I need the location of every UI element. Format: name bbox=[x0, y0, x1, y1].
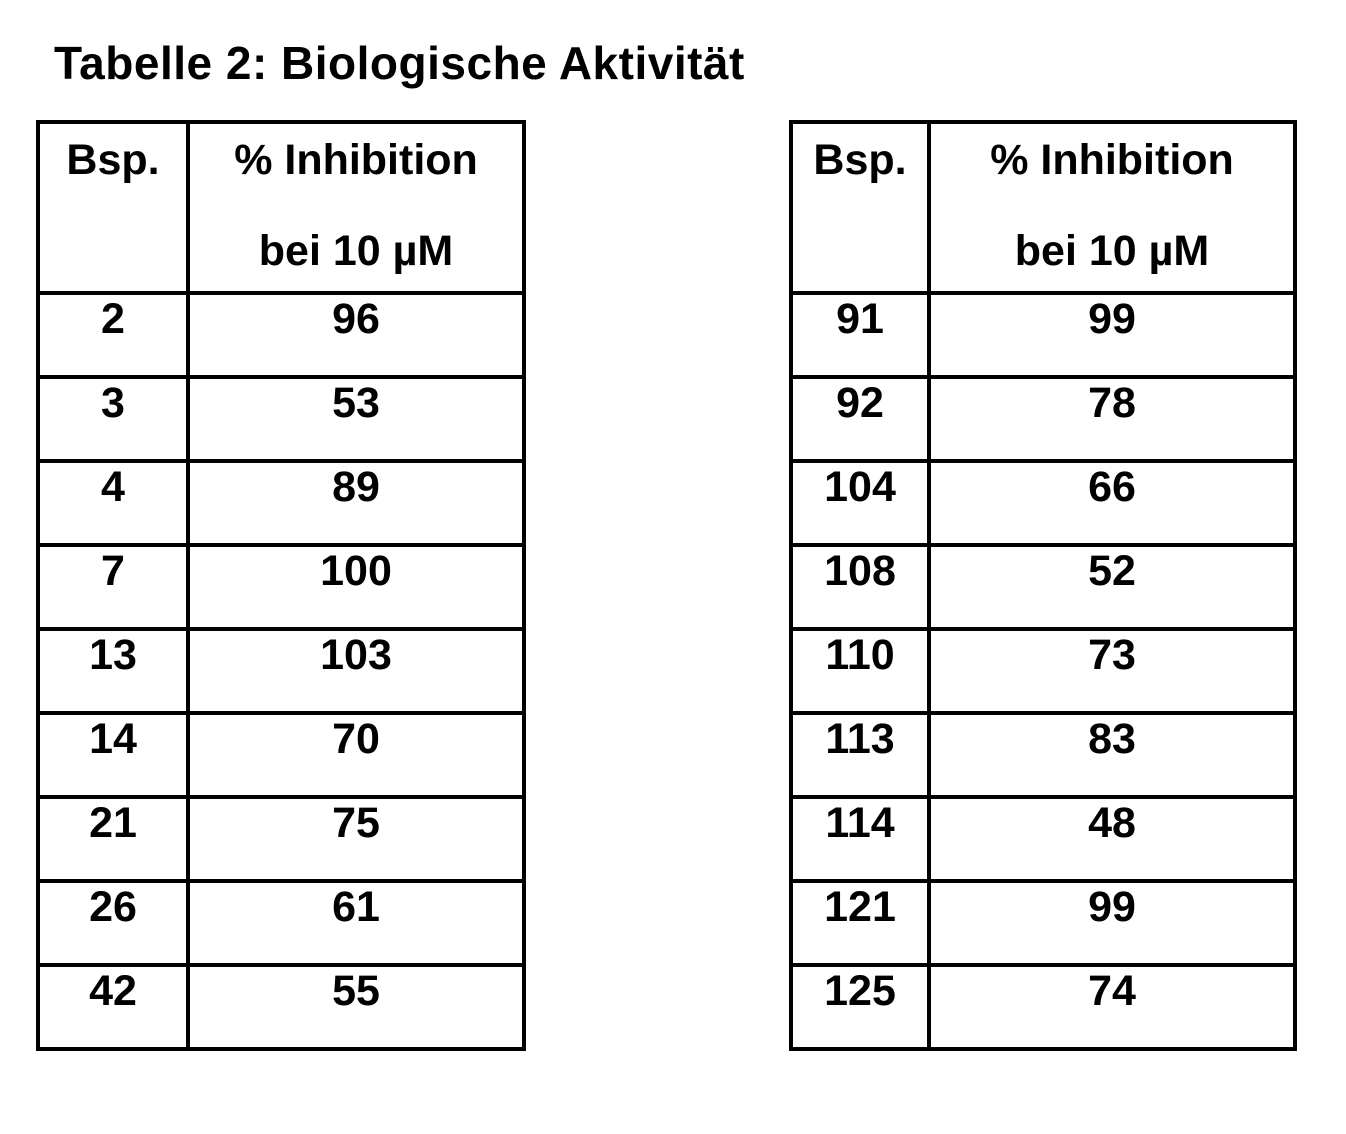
table-row bbox=[791, 461, 1295, 545]
column-header-bsp-label: Bsp. bbox=[813, 136, 907, 184]
table-row bbox=[791, 545, 1295, 629]
table-row bbox=[38, 545, 524, 629]
table-row bbox=[38, 293, 524, 377]
bsp-cell: 108 bbox=[791, 545, 929, 629]
table-row bbox=[791, 713, 1295, 797]
table-row bbox=[38, 461, 524, 545]
column-header-inhibition bbox=[188, 122, 524, 293]
column-header-inhibition-line1: % Inhibition bbox=[990, 136, 1234, 184]
bsp-cell: 113 bbox=[791, 713, 929, 797]
table-row bbox=[791, 293, 1295, 377]
bsp-cell: 26 bbox=[38, 881, 188, 965]
column-header-inhibition-line2: bei 10 µM bbox=[1014, 227, 1210, 275]
bsp-cell: 110 bbox=[791, 629, 929, 713]
table-row bbox=[38, 965, 524, 1049]
bsp-cell: 125 bbox=[791, 965, 929, 1049]
column-header-inhibition bbox=[929, 122, 1295, 293]
biological-activity-table-left bbox=[36, 120, 526, 1051]
inhibition-cell: 74 bbox=[929, 965, 1295, 1049]
table-row bbox=[791, 965, 1295, 1049]
inhibition-cell: 83 bbox=[929, 713, 1295, 797]
inhibition-cell: 96 bbox=[188, 293, 524, 377]
table-row bbox=[38, 713, 524, 797]
column-header-inhibition-line1: % Inhibition bbox=[234, 136, 478, 184]
bsp-cell: 4 bbox=[38, 461, 188, 545]
column-header-bsp bbox=[38, 122, 188, 293]
table-row bbox=[791, 881, 1295, 965]
header-row bbox=[38, 122, 524, 293]
bsp-cell: 114 bbox=[791, 797, 929, 881]
inhibition-cell: 48 bbox=[929, 797, 1295, 881]
header-row bbox=[791, 122, 1295, 293]
inhibition-cell: 52 bbox=[929, 545, 1295, 629]
bsp-cell: 121 bbox=[791, 881, 929, 965]
inhibition-cell: 61 bbox=[188, 881, 524, 965]
bsp-cell: 7 bbox=[38, 545, 188, 629]
inhibition-cell: 89 bbox=[188, 461, 524, 545]
inhibition-cell: 99 bbox=[929, 881, 1295, 965]
inhibition-cell: 55 bbox=[188, 965, 524, 1049]
page-title: Tabelle 2: Biologische Aktivität bbox=[54, 37, 745, 89]
bsp-cell: 3 bbox=[38, 377, 188, 461]
inhibition-cell: 99 bbox=[929, 293, 1295, 377]
column-header-bsp bbox=[791, 122, 929, 293]
inhibition-cell: 100 bbox=[188, 545, 524, 629]
column-header-inhibition-line2: bei 10 µM bbox=[258, 227, 454, 275]
table-row bbox=[38, 881, 524, 965]
bsp-cell: 42 bbox=[38, 965, 188, 1049]
bsp-cell: 21 bbox=[38, 797, 188, 881]
inhibition-cell: 70 bbox=[188, 713, 524, 797]
inhibition-cell: 73 bbox=[929, 629, 1295, 713]
table-row bbox=[791, 797, 1295, 881]
bsp-cell: 104 bbox=[791, 461, 929, 545]
inhibition-cell: 75 bbox=[188, 797, 524, 881]
biological-activity-table-right bbox=[789, 120, 1297, 1051]
column-header-bsp-label: Bsp. bbox=[66, 136, 160, 184]
inhibition-cell: 66 bbox=[929, 461, 1295, 545]
bsp-cell: 13 bbox=[38, 629, 188, 713]
bsp-cell: 14 bbox=[38, 713, 188, 797]
inhibition-cell: 78 bbox=[929, 377, 1295, 461]
table-row bbox=[38, 797, 524, 881]
bsp-cell: 91 bbox=[791, 293, 929, 377]
bsp-cell: 2 bbox=[38, 293, 188, 377]
inhibition-cell: 103 bbox=[188, 629, 524, 713]
table-row bbox=[38, 377, 524, 461]
table-row bbox=[791, 629, 1295, 713]
table-row bbox=[38, 629, 524, 713]
bsp-cell: 92 bbox=[791, 377, 929, 461]
table-row bbox=[791, 377, 1295, 461]
inhibition-cell: 53 bbox=[188, 377, 524, 461]
